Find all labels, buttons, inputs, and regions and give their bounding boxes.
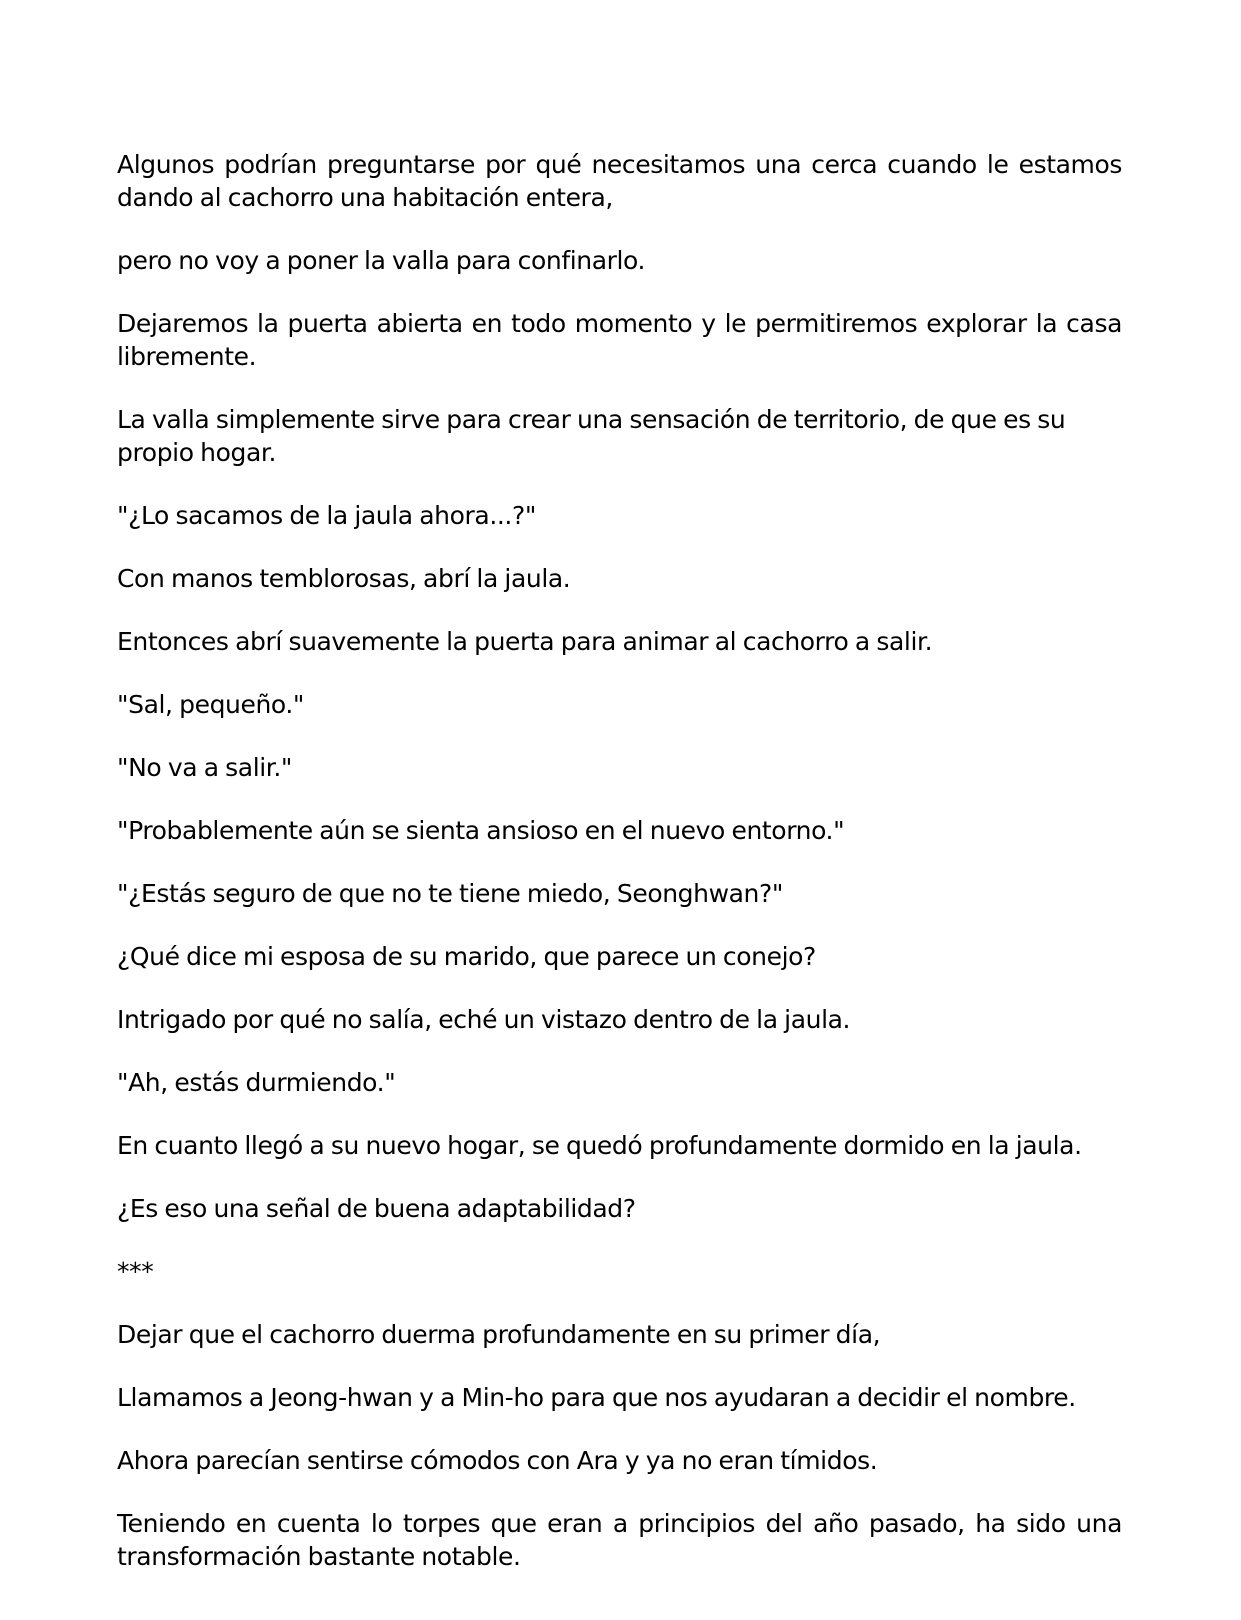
paragraph: "¿Lo sacamos de la jaula ahora...?"	[117, 501, 536, 530]
paragraph: Teniendo en cuenta lo torpes que eran a principios del año pasado, ha sido una transformación bastante notable.	[117, 1509, 1122, 1571]
paragraph: Intrigado por qué no salía, eché un vistazo dentro de la jaula.	[117, 1005, 851, 1034]
paragraph: En cuanto llegó a su nuevo hogar, se quedó profundamente dormido en la jaula.	[117, 1131, 1082, 1160]
paragraph: Dejaremos la puerta abierta en todo momento y le permitiremos explorar la casa libremente.	[117, 309, 1122, 371]
paragraph: pero no voy a poner la valla para confinarlo.	[117, 246, 646, 275]
paragraph: ¿Es eso una señal de buena adaptabilidad?	[117, 1194, 636, 1223]
paragraph: Algunos podrían preguntarse por qué necesitamos una cerca cuando le estamos dando al cachorro una habitación entera,	[117, 150, 1122, 212]
paragraph: Llamamos a Jeong-hwan y a Min-ho para que nos ayudaran a decidir el nombre.	[117, 1383, 1076, 1412]
paragraph: ¿Qué dice mi esposa de su marido, que parece un conejo?	[117, 942, 816, 971]
paragraph: "Sal, pequeño."	[117, 690, 305, 719]
document-body	[117, 148, 1122, 1603]
paragraph: "Ah, estás durmiendo."	[117, 1068, 396, 1097]
paragraph: "¿Estás seguro de que no te tiene miedo, Seonghwan?"	[117, 879, 783, 908]
scene-break: ***	[117, 1257, 154, 1286]
paragraph: Con manos temblorosas, abrí la jaula.	[117, 564, 571, 593]
paragraph: La valla simplemente sirve para crear una sensación de territorio, de que es su propio hogar.	[117, 405, 1066, 467]
paragraph: Ahora parecían sentirse cómodos con Ara y ya no eran tímidos.	[117, 1446, 878, 1475]
paragraph: Entonces abrí suavemente la puerta para animar al cachorro a salir.	[117, 627, 933, 656]
paragraph: "No va a salir."	[117, 753, 293, 782]
paragraph: "Probablemente aún se sienta ansioso en el nuevo entorno."	[117, 816, 845, 845]
paragraph: Dejar que el cachorro duerma profundamente en su primer día,	[117, 1320, 881, 1349]
